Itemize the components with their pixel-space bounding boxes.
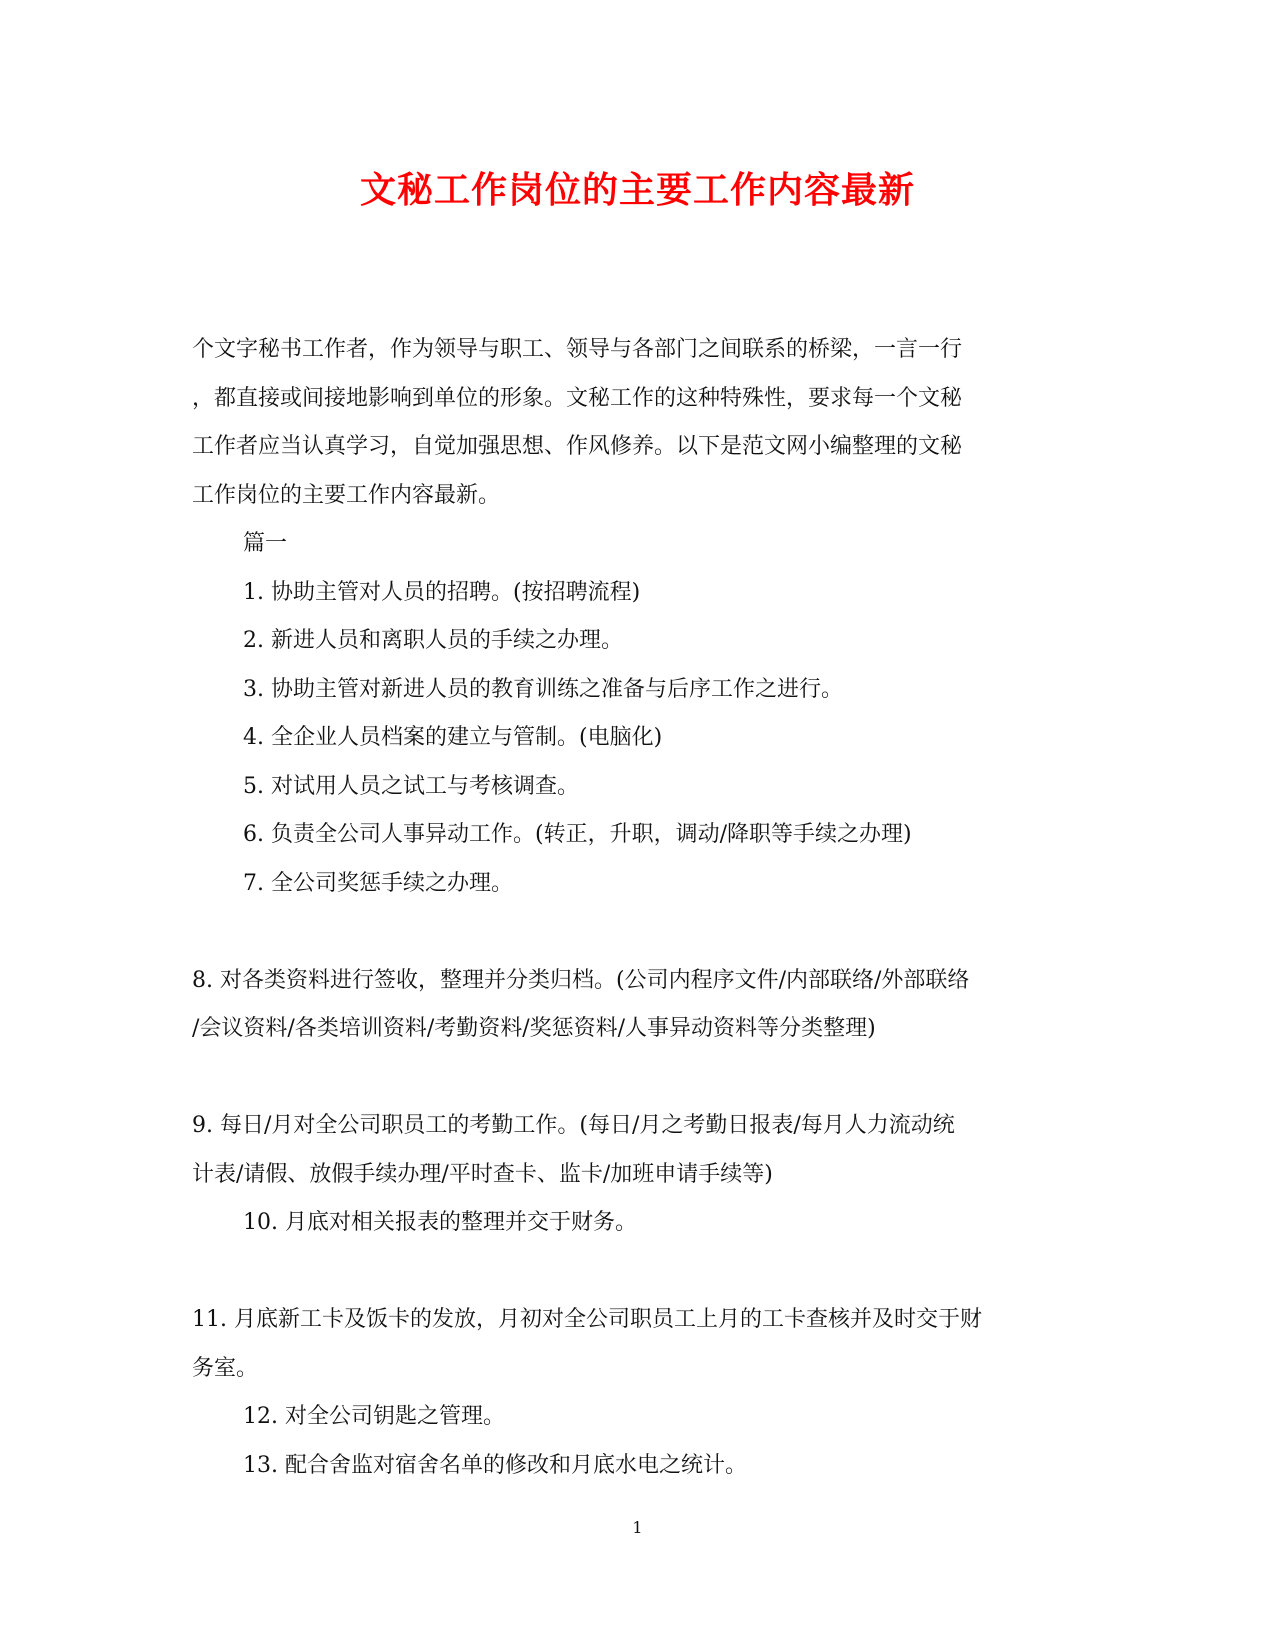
intro-line: 工作者应当认真学习，自觉加强思想、作风修养。以下是范文网小编整理的文秘 [192, 434, 963, 459]
paragraph-gap [192, 1248, 1092, 1297]
list-item: 9. 每日/月对全公司职员工的考勤工作。(每日/月之考勤日报表/每月人力流动统 [192, 1113, 955, 1138]
section-heading: 篇一 [243, 531, 288, 556]
list-item: 1. 协助主管对人员的招聘。(按招聘流程) [243, 579, 641, 605]
list-item-continuation: 计表/请假、放假手续办理/平时查卡、监卡/加班申请手续等) [192, 1161, 773, 1187]
list-item: 12. 对全公司钥匙之管理。 [243, 1404, 505, 1429]
list-item: 7. 全公司奖惩手续之办理。 [243, 870, 513, 896]
list-item: 5. 对试用人员之试工与考核调查。 [243, 773, 579, 799]
list-item: 8. 对各类资料进行签收，整理并分类归档。(公司内程序文件/内部联络/外部联络 [192, 967, 970, 993]
paragraph-gap [192, 1054, 1092, 1103]
list-item: 11. 月底新工卡及饭卡的发放，月初对全公司职员工上月的工卡查核并及时交于财 [192, 1307, 982, 1332]
list-item-continuation: 务室。 [192, 1355, 259, 1381]
list-item: 4. 全企业人员档案的建立与管制。(电脑化) [243, 725, 663, 750]
list-item: 3. 协助主管对新进人员的教育训练之准备与后序工作之进行。 [243, 676, 843, 702]
document-body [192, 326, 1092, 1490]
list-item: 6. 负责全公司人事异动工作。(转正，升职，调动/降职等手续之办理) [243, 822, 912, 847]
intro-line: 工作岗位的主要工作内容最新。 [192, 482, 501, 508]
list-item: 10. 月底对相关报表的整理并交于财务。 [243, 1210, 637, 1235]
intro-line: 个文字秘书工作者，作为领导与职工、领导与各部门之间联系的桥梁，一言一行 [192, 337, 963, 362]
document-title: 文秘工作岗位的主要工作内容最新 [359, 169, 915, 211]
list-item: 2. 新进人员和离职人员的手续之办理。 [243, 628, 623, 653]
page-number: 1 [632, 1518, 643, 1537]
list-item-continuation: /会议资料/各类培训资料/考勤资料/奖惩资料/人事异动资料等分类整理) [192, 1016, 876, 1041]
list-item: 13. 配合舍监对宿舍名单的修改和月底水电之统计。 [243, 1452, 747, 1478]
intro-line: ，都直接或间接地影响到单位的形象。文秘工作的这种特殊性，要求每一个文秘 [192, 385, 963, 411]
paragraph-gap [192, 908, 1092, 957]
